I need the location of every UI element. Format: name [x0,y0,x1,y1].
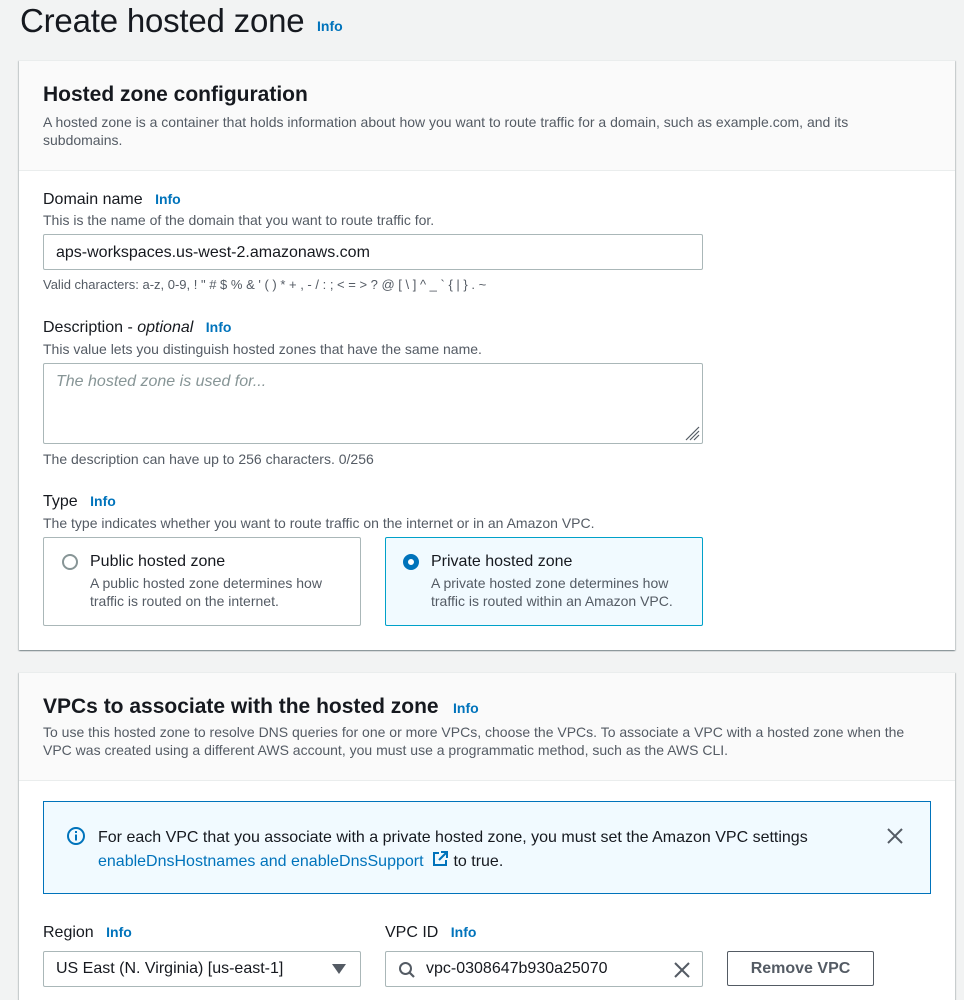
hosted-zone-configuration-panel [19,60,955,650]
public-zone-desc-line1: A public hosted zone determines how [90,575,322,591]
page-title: Create hosted zone [20,2,305,39]
private-zone-desc-line2: traffic is routed within an Amazon VPC. [431,593,673,609]
domain-name-help: This is the name of the domain that you want to route traffic for. [43,212,435,228]
description-constraint: The description can have up to 256 characters. 0/256 [43,451,374,467]
description-placeholder: The hosted zone is used for... [56,373,267,390]
private-zone-radio[interactable] [403,554,419,570]
public-zone-title: Public hosted zone [90,553,226,570]
private-zone-title: Private hosted zone [431,553,573,570]
description-optional-label: optional [137,319,194,336]
public-hosted-zone-tile[interactable] [43,537,361,626]
vpc-id-value: vpc-0308647b930a25070 [426,960,608,977]
domain-name-input[interactable] [43,234,703,270]
resize-grip-icon[interactable] [682,423,700,441]
external-link-icon[interactable] [431,850,449,868]
vpc-id-label: VPC ID [385,924,439,941]
vpcs-panel-header [19,673,955,781]
alert-text-line1: For each VPC that you associate with a private hosted zone, you must set the Amazon VPC settings [98,829,808,846]
private-zone-desc-line1: A private hosted zone determines how [431,575,669,591]
region-select-value: US East (N. Virginia) [us-east-1] [56,960,284,977]
clear-icon[interactable] [674,962,690,978]
type-info-link[interactable]: Info [90,493,116,509]
config-panel-description: A hosted zone is a container that holds information about how you want to route traffic for a domain, such as example.com, and its subdomains. [43,114,849,148]
alert-message [98,826,808,874]
vpcs-info-link[interactable]: Info [453,700,479,716]
page-title-info-link[interactable]: Info [317,18,343,34]
private-hosted-zone-tile[interactable] [385,537,703,626]
description-info-link[interactable]: Info [205,319,232,335]
remove-vpc-button[interactable]: Remove VPC [727,951,874,986]
alert-text-after-link: to true. [453,853,504,870]
domain-name-constraint: Valid characters: a-z, 0-9, ! " # $ % & ' ( ) * + , - / : ; < = > ? @ [ \ ] ^ _ ` { | } . ~ [43,277,487,292]
config-panel-header [19,61,955,171]
config-panel-title: Hosted zone configuration [43,83,308,106]
region-label: Region [43,924,94,941]
description-help: This value lets you distinguish hosted zones that have the same name. [43,341,482,357]
vpcs-panel [19,672,955,1000]
vpcs-panel-title: VPCs to associate with the hosted zone [43,695,439,718]
vpc-id-info-link[interactable]: Info [450,924,477,940]
info-circle-icon [66,826,86,846]
public-zone-radio[interactable] [62,554,78,570]
dns-settings-alert [43,801,931,894]
region-info-link[interactable]: Info [106,924,132,940]
public-zone-desc-line2: traffic is routed on the internet. [90,593,279,609]
search-icon [398,961,416,979]
domain-name-label: Domain name [43,191,143,208]
close-icon[interactable] [886,827,904,845]
vpcs-panel-description: To use this hosted zone to resolve DNS queries for one or more VPCs, choose the VPCs. To associate a VPC with a hosted zone when the VPC was created using a different AWS account, you must use a programmatic method, such as the AWS CLI. [43,724,905,758]
vpc-id-input[interactable] [385,951,703,987]
type-label: Type [43,493,78,510]
description-textarea[interactable] [43,363,703,444]
domain-name-value: aps-workspaces.us-west-2.amazonaws.com [56,244,370,261]
type-help: The type indicates whether you want to route traffic on the internet or in an Amazon VPC. [43,515,595,531]
domain-name-info-link[interactable]: Info [155,191,181,207]
region-select[interactable] [43,951,361,987]
caret-down-icon [332,964,346,974]
description-label: Description - [43,319,138,336]
dns-settings-link[interactable]: enableDnsHostnames and enableDnsSupport [98,853,424,870]
